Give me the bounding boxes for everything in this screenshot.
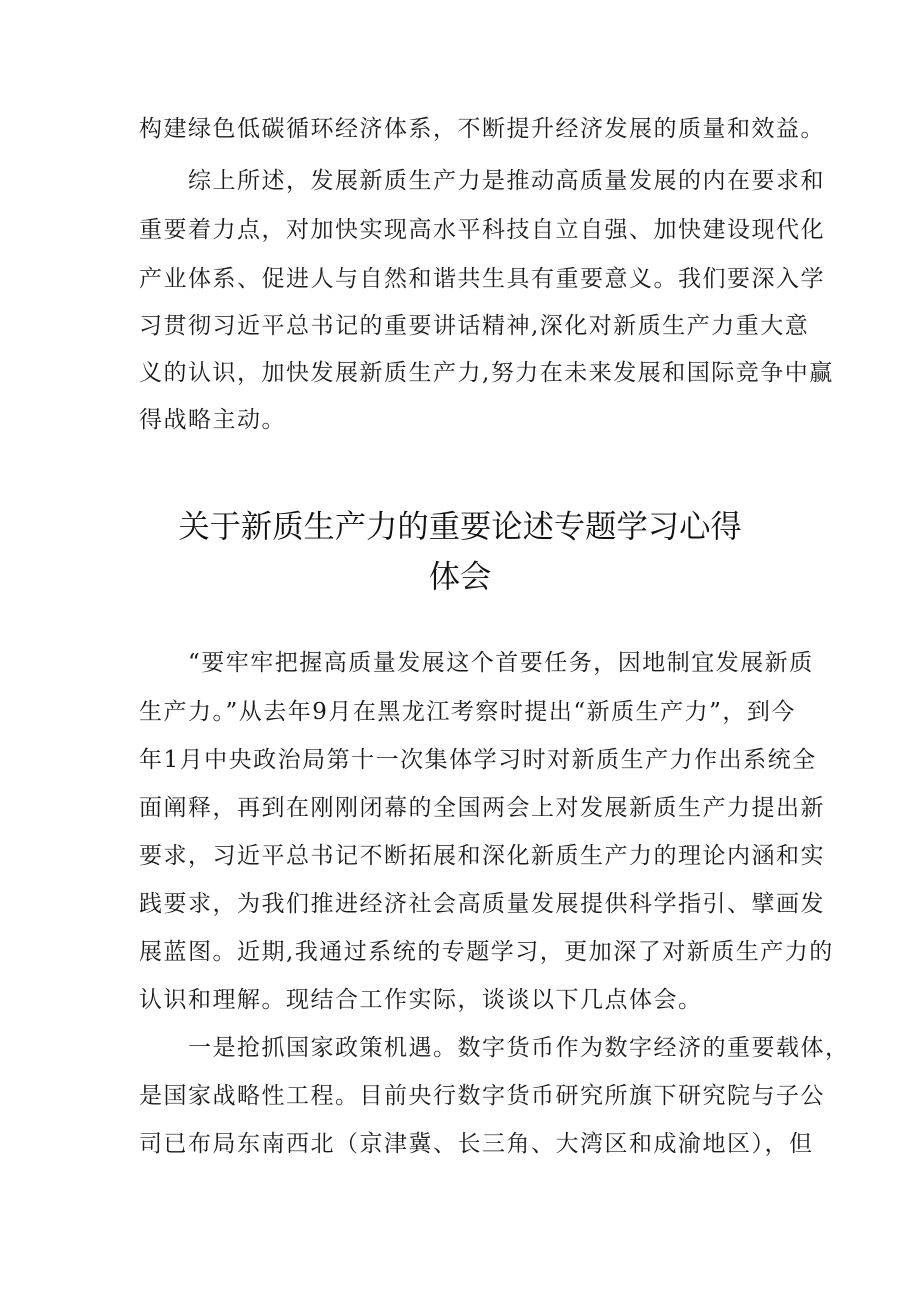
page-title-continued: 体会: [428, 559, 492, 595]
body-line: 践要求，为我们推进经济社会高质量发展提供科学指引、擘画发: [139, 891, 825, 917]
prev-paragraph-line: 得战略主动。: [139, 407, 286, 433]
page-title: 关于新质生产力的重要论述专题学习心得: [178, 509, 742, 545]
body-line: 展蓝图。近期,我通过系统的专题学习，更加深了对新质生产力的: [139, 939, 834, 965]
body-line: “要牢牢把握高质量发展这个首要任务，因地制宜发展新质: [188, 650, 814, 676]
body-line: 生产力。”从去年9月在黑龙江考察时提出“新质生产力”，到今: [139, 699, 796, 725]
prev-paragraph-line: 义的认识，加快发展新质生产力,努力在未来发展和国际竞争中赢: [139, 360, 834, 386]
body-line: 面阐释，再到在刚刚闭幕的全国两会上对发展新质生产力提出新: [139, 795, 825, 821]
body-line: 年1月中央政治局第十一次集体学习时对新质生产力作出系统全: [139, 747, 817, 773]
prev-paragraph-line: 综上所述，发展新质生产力是推动高质量发展的内在要求和: [188, 168, 825, 194]
body-line: 要求，习近平总书记不断拓展和深化新质生产力的理论内涵和实: [139, 843, 825, 869]
body-line: 是国家战略性工程。目前央行数字货币研究所旗下研究院与子公: [139, 1083, 825, 1109]
body-line: 认识和理解。现结合工作实际，谈谈以下几点体会。: [139, 987, 703, 1013]
prev-paragraph-line: 习贯彻习近平总书记的重要讲话精神,深化对新质生产力重大意: [139, 313, 810, 339]
prev-paragraph-line: 重要着力点，对加快实现高水平科技自立自强、加快建设现代化: [139, 217, 825, 243]
body-line: 一是抢抓国家政策机遇。数字货币作为数字经济的重要载体，: [188, 1035, 850, 1061]
prev-paragraph-line: 构建绿色低碳循环经济体系，不断提升经济发展的质量和效益。: [139, 116, 825, 142]
body-line: 司已布局东南西北（京津冀、长三角、大湾区和成渝地区），但: [139, 1131, 814, 1157]
prev-paragraph-line: 产业体系、促进人与自然和谐共生具有重要意义。我们要深入学: [139, 266, 825, 292]
